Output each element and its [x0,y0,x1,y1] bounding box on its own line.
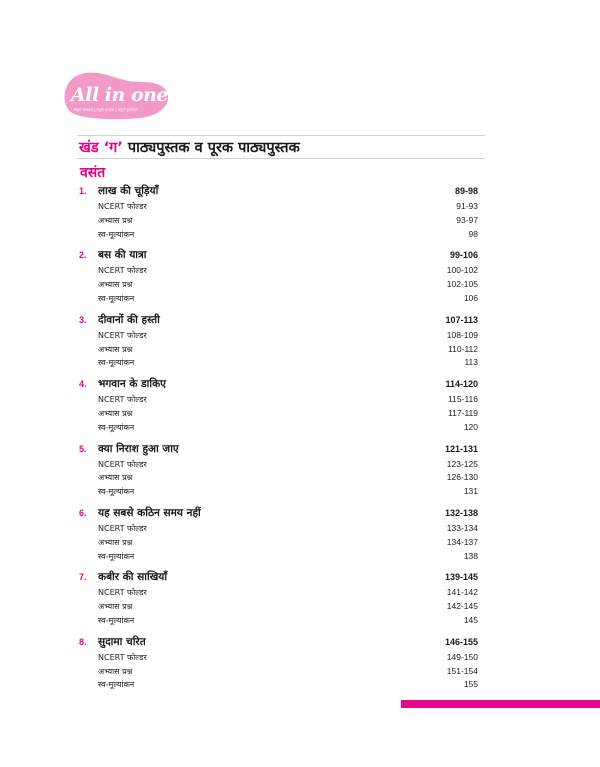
chapter-row[interactable] [79,635,478,652]
toc-sub-row[interactable] [79,229,478,243]
chapter-row[interactable] [79,248,478,265]
chapter-number: 8. [79,636,87,647]
chapter-heading [79,635,146,649]
toc-sub-row[interactable] [79,293,478,307]
chapter-title: लाख की चूड़ियाँ [98,185,159,197]
chapter-pages: 139-145 [444,572,478,583]
chapter-title: कबीर की साखियाँ [98,571,168,584]
toc-sub-row[interactable] [79,587,478,601]
sub-item-label: स्व-मूल्यांकन [98,551,135,561]
toc-sub-row[interactable] [79,201,478,215]
sub-item-pages: 151-154 [446,665,478,676]
chapter-pages: 121-131 [444,443,478,454]
sub-item-pages: 155 [463,679,478,690]
chapter-row[interactable] [79,442,478,459]
chapter-title: बस की यात्रा [98,249,147,262]
chapter-heading [79,506,201,520]
sub-item-label: स्व-मूल्यांकन [98,487,135,497]
sub-item-label: स्व-मूल्यांकन [98,422,135,432]
book-title: वसंत [80,165,106,181]
sub-item-pages: 115-116 [448,394,478,405]
sub-item-pages: 123-125 [446,458,478,469]
sub-item-label: NCERT फोल्डर [98,266,147,276]
chapter-row[interactable] [79,184,478,201]
sub-item-pages: 102-105 [446,279,478,290]
sub-item-label: अभ्यास प्रश्न [98,215,133,225]
sub-item-pages: 131 [463,486,478,497]
toc-sub-row[interactable] [79,357,478,371]
sub-item-pages: 113 [464,357,478,368]
sub-item-label: NCERT फोल्डर [98,588,147,598]
footer-accent-bar [401,700,600,708]
logo-text: All in one [71,84,169,106]
sub-item-label: NCERT फोल्डर [98,652,147,662]
toc-sub-row[interactable] [79,615,478,629]
toc-sub-row[interactable] [79,666,478,680]
sub-item-label: NCERT फोल्डर [98,330,147,340]
chapter-heading [79,248,147,262]
toc-sub-row[interactable] [79,472,478,486]
chapter-heading [79,377,166,391]
sub-item-pages: 126-130 [446,472,478,483]
sub-item-pages: 98 [468,228,478,239]
toc-chapter [79,506,478,564]
toc-chapter [79,570,478,628]
sub-item-label: NCERT फोल्डर [98,459,147,469]
toc-sub-row[interactable] [79,486,478,500]
toc-sub-row[interactable] [79,344,478,358]
toc-sub-row[interactable] [79,265,478,279]
toc-chapter [79,635,478,693]
sub-item-pages: 108-109 [446,329,478,340]
sub-item-pages: 93-97 [456,214,478,225]
toc-sub-row[interactable] [79,459,478,473]
chapter-number: 3. [79,314,87,325]
sub-item-pages: 149-150 [446,651,478,662]
toc-sub-row[interactable] [79,215,478,229]
chapter-heading [79,184,158,198]
chapter-number: 2. [79,250,87,261]
sub-item-pages: 133-134 [446,522,478,533]
sub-item-pages: 110-112 [448,343,478,354]
sub-item-label: स्व-मूल्यांकन [98,358,135,368]
sub-item-label: अभ्यास प्रश्न [98,408,133,418]
chapter-pages: 114-120 [445,379,478,390]
header-rule-bottom [77,158,485,159]
chapter-heading [79,570,167,584]
sub-item-label: अभ्यास प्रश्न [98,537,133,547]
toc-sub-row[interactable] [79,652,478,666]
chapter-number: 4. [79,379,87,390]
chapter-pages: 99-106 [449,250,478,261]
sub-item-pages: 91-93 [456,201,478,211]
sub-item-label: स्व-मूल्यांकन [98,615,135,625]
chapter-row[interactable] [79,506,478,523]
sub-item-pages: 141-142 [446,587,478,598]
sub-item-label: NCERT फोल्डर [98,202,147,211]
toc-sub-row[interactable] [79,679,478,693]
section-prefix: खंड ‘ग’ [79,140,123,156]
chapter-pages: 132-138 [444,507,478,518]
sub-item-pages: 120 [463,421,478,432]
sub-item-pages: 142-145 [446,601,478,612]
toc-chapter [79,313,478,371]
toc-chapter [79,377,478,435]
toc-sub-row[interactable] [79,408,478,422]
toc-sub-row[interactable] [79,601,478,615]
chapter-pages: 107-113 [445,314,478,325]
sub-item-label: NCERT फोल्डर [98,523,147,533]
sub-item-pages: 134-137 [446,536,478,547]
toc-sub-row[interactable] [79,394,478,408]
section-title: पाठ्यपुस्तक व पूरक पाठ्यपुस्तक [127,140,300,156]
chapter-title: क्या निराश हुआ जाए [98,442,179,455]
sub-item-pages: 117-119 [448,407,478,418]
sub-item-label: अभ्यास प्रश्न [98,344,133,354]
chapter-title: यह सबसे कठिन समय नहीं [98,506,201,519]
sub-item-pages: 100-102 [446,265,478,276]
sub-item-label: NCERT फोल्डर [98,395,147,405]
toc-sub-row[interactable] [79,551,478,565]
section-heading [79,137,300,157]
chapter-heading [79,442,179,456]
chapter-row[interactable] [79,313,478,330]
sub-item-label: अभ्यास प्रश्न [98,280,133,290]
sub-item-label: अभ्यास प्रश्न [98,666,133,676]
toc-chapter [79,442,478,500]
chapter-number: 5. [79,443,87,454]
brand-logo [62,70,170,122]
toc-sub-row[interactable] [79,330,478,344]
table-of-contents [79,184,478,699]
sub-item-label: स्व-मूल्यांकन [98,229,135,239]
sub-item-label: स्व-मूल्यांकन [98,680,135,690]
toc-sub-row[interactable] [79,279,478,293]
sub-item-pages: 145 [463,614,478,625]
header-rule-top [77,135,485,136]
sub-item-label: स्व-मूल्यांकन [98,293,135,303]
toc-sub-row[interactable] [79,422,478,436]
chapter-pages: 89-98 [454,186,478,196]
chapter-pages: 146-155 [444,636,478,647]
chapter-number: 7. [79,572,87,583]
chapter-title: सुदामा चरित [98,635,146,648]
toc-chapter [79,184,478,242]
chapter-number: 6. [79,507,87,518]
chapter-heading [79,313,160,327]
toc-chapter [79,248,478,306]
sub-item-label: अभ्यास प्रश्न [98,473,133,483]
logo-tagline: संपूर्ण समाधान | संपूर्ण अभ्यास | संपूर्ण मूल्यांकन [74,108,138,112]
chapter-row[interactable] [79,377,478,394]
chapter-title: दीवानों की हस्ती [98,313,160,326]
chapter-title: भगवान के डाकिए [98,378,166,391]
chapter-number: 1. [79,186,87,196]
sub-item-pages: 138 [463,550,478,561]
sub-item-label: अभ्यास प्रश्न [98,602,133,612]
toc-sub-row[interactable] [79,523,478,537]
toc-sub-row[interactable] [79,537,478,551]
chapter-row[interactable] [79,570,478,587]
sub-item-pages: 106 [463,292,478,303]
